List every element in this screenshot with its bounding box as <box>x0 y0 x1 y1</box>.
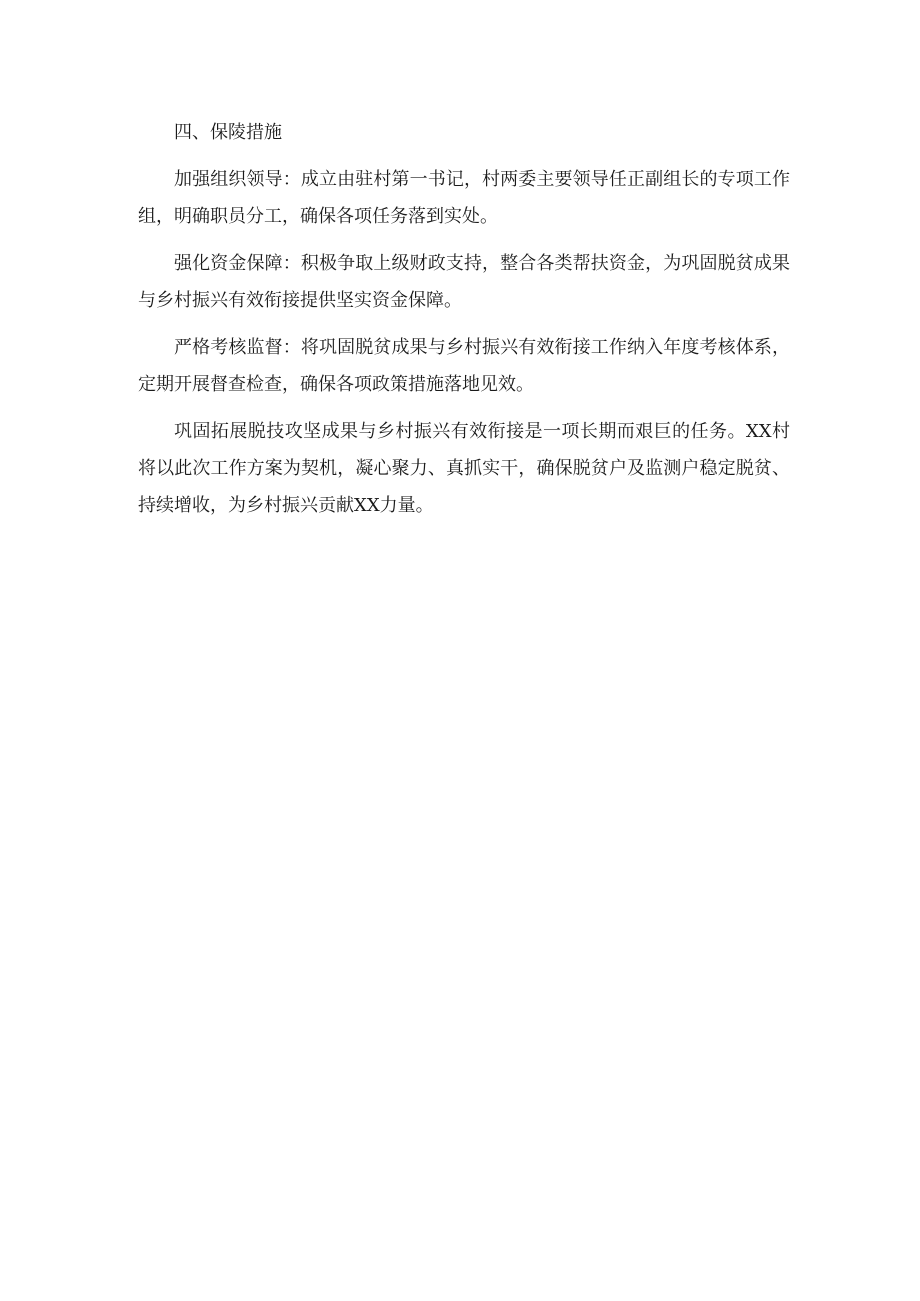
paragraph-conclusion: 巩固拓展脱技攻坚成果与乡村振兴有效衔接是一项长期而艰巨的任务。XX村将以此次工作方案为契机，凝心聚力、真抓实干，确保脱贫户及监测户稳定脱贫、持续增收，为乡村振兴贡献XX力量。 <box>138 421 790 516</box>
paragraph-funding-guarantee: 强化资金保障：积极争取上级财政支持，整合各类帮扶资金，为巩固脱贫成果与乡村振兴有效衔接提供坚实资金保障。 <box>138 253 790 311</box>
document-body <box>138 114 790 534</box>
section-heading: 四、保陵措施 <box>174 122 282 143</box>
paragraph-assessment-supervision: 严格考核监督：将巩固脱贫成果与乡村振兴有效衔接工作纳入年度考核体系，定期开展督查检查，确保各项政策措施落地见效。 <box>138 337 790 395</box>
paragraph-organization-leadership: 加强组织领导：成立由驻村第一书记，村两委主要领导任正副组长的专项工作组，明确职员分工，确保各项任务落到实处。 <box>138 169 790 227</box>
